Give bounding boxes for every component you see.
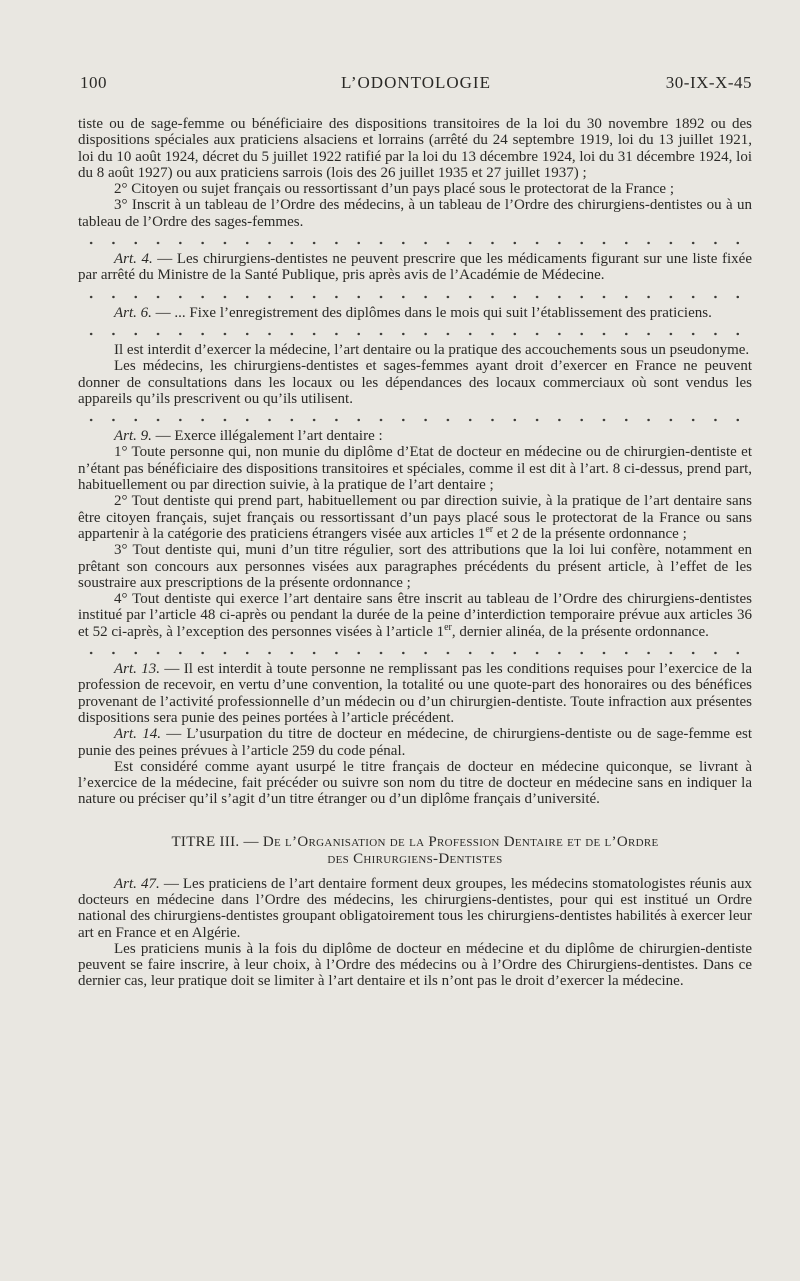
paragraph-pseudonyme: Il est interdit d’exercer la médecine, l’art dentaire ou la pratique des accouchements sous un pseudonyme.: [114, 341, 750, 358]
paragraph-continuation: tiste ou de sage-femme ou bénéficiaire des dispositions transitoires de la loi du 30 novembre 1892 ou des dispositions spéciales aux praticiens alsaciens et lorrains (arrêté du 24 septembre 1919, loi du 13 juillet 1921, loi du 10 août 1924, décret du 5 juillet 1922 ratifié par la loi du 13 décembre 1924, loi du 31 décembre 1924, loi du 8 août 1927) ou aux praticiens sarrois (lois des 26 juillet 1935 et 27 juillet 1937) ;: [78, 116, 752, 181]
article-9-item-4: [78, 591, 752, 640]
ellipsis-divider: [78, 231, 752, 247]
article-label: Art. 9.: [114, 428, 152, 445]
article-9-item-2: [78, 493, 752, 542]
article-label: Art. 4.: [114, 251, 153, 268]
item-text: 2° Tout dentiste qui prend part, habituellement ou par direction suivie, à la pratique de l’art dentaire sans être citoyen français, sujet français ou ressortissant d’un pays placé sous le protectorat de la France ou sans appartenir à la catégorie des praticiens étrangers visée aux articles 1: [78, 493, 752, 542]
running-header: [80, 73, 752, 95]
article-47: [78, 876, 752, 941]
section-number: TITRE III. —: [171, 833, 263, 850]
article-text: — Les chirurgiens-dentistes ne peuvent prescrire que les médicaments figurant sur une liste fixée par arrêté du Ministre de la Santé Publique, pris après avis de l’Académie de Médecine.: [78, 251, 752, 284]
page-number: 100: [80, 73, 107, 92]
section-heading: [78, 834, 752, 868]
section-spacer: [78, 808, 752, 834]
article-9-item-3: 3° Tout dentiste qui, muni d’un titre régulier, sort des attributions que la loi lui confère, notamment en prêtant son concours aux personnes visées aux paragraphes précédents du présent article, à l’effet de les soustraire aux prescriptions de la présente ordonnance ;: [78, 542, 752, 591]
section-title: De l’Organisation de la Profession Dentaire et de l’Ordre: [262, 833, 659, 850]
article-14-paragraph-2: Est considéré comme ayant usurpé le titre français de docteur en médecine quiconque, se livrant à l’exercice de la médecine, fait précéder ou suivre son nom du titre de docteur en médecine sans en indiquer la nature ou préciser qu’il s’agit d’un titre étranger ou d’un diplôme français d’université.: [78, 758, 752, 808]
section-heading-line-2: des Chirurgiens-Dentistes: [327, 850, 503, 867]
paragraph-condition-2: 2° Citoyen ou sujet français ou ressortissant d’un pays placé sous le protectorat de la France ;: [114, 181, 675, 198]
item-text: et 2 de la présente ordonnance ;: [493, 525, 687, 542]
article-47-paragraph-2: Les praticiens munis à la fois du diplôme de docteur en médecine et du diplôme de chirurgien-dentiste peuvent se faire inscrire, à leur choix, à l’Ordre des médecins ou à l’Ordre des Chirurgiens-dentistes. Dans ce dernier cas, leur pratique doit se limiter à l’art dentaire et ils n’ont pas le droit d’exercer la médecine.: [78, 940, 752, 990]
article-9-item-1: 1° Toute personne qui, non munie du diplôme d’Etat de docteur en médecine ou de chirurgien-dentiste et n’étant pas bénéficiaire des dispositions transitoires et spéciales, comme il est dit à l’art. 8 ci-dessus, prend part, habituellement ou par direction suivie, à la pratique de l’art dentaire ;: [78, 444, 752, 494]
item-text: , dernier alinéa, de la présente ordonnance.: [451, 623, 709, 640]
article-text: — L’usurpation du titre de docteur en médecine, de chirurgiens-dentiste ou de sage-femme est punie des peines prévues à l’article 259 du code pénal.: [78, 726, 752, 759]
ellipsis-divider: [78, 285, 752, 301]
section-spacer: [78, 868, 752, 876]
article-label: Art. 13.: [114, 661, 161, 678]
article-text: — Il est interdit à toute personne ne remplissant pas les conditions requises pour l’exercice de la profession de recevoir, en vertu d’une convention, la totalité ou une quote-part des honoraires ou des bénéfices provenant de l’activité professionnelle d’un médecin ou d’un chirurgien-dentiste. Toute infraction aux présentes dispositions sera punie des peines portées à l’article précédent.: [78, 661, 752, 726]
page-body: [78, 116, 752, 990]
article-13: [78, 661, 752, 726]
section-heading-line-1: [78, 834, 752, 851]
issue-date: 30-IX-X-45: [665, 73, 752, 92]
article-label: Art. 14.: [114, 726, 161, 743]
article-text: — Exerce illégalement l’art dentaire :: [151, 428, 383, 445]
article-text: — Les praticiens de l’art dentaire forment deux groupes, les médecins stomatologistes réunis aux docteurs en médecine dans l’Ordre des médecins, les chirurgiens-dentistes, pour qui est institué un Ordre national des chirurgiens-dentistes groupant obligatoirement tous les chirurgiens-dentistes habilités à exercer leur art en France et en Algérie.: [78, 875, 753, 941]
article-6: [78, 305, 752, 321]
paragraph-condition-3: 3° Inscrit à un tableau de l’Ordre des médecins, à un tableau de l’Ordre des chirurgiens-dentistes ou à un tableau de l’Ordre des sages-femmes.: [78, 197, 752, 230]
article-label: Art. 47.: [114, 875, 160, 892]
article-14: [78, 726, 752, 759]
article-9: [78, 428, 752, 444]
item-text: 4° Tout dentiste qui exerce l’art dentaire sans être inscrit au tableau de l’Ordre des chirurgiens-dentistes institué par l’article 48 ci-après ou pendant la durée de la peine d’interdiction temporaire prévue aux articles 36 et 52 ci-après, à l’exception des personnes visées à l’article 1: [78, 591, 752, 640]
article-label: Art. 6.: [114, 304, 152, 321]
article-text: — ... Fixe l’enregistrement des diplômes dans le mois qui suit l’établissement des praticiens.: [151, 304, 712, 321]
running-title: L’ODONTOLOGIE: [341, 73, 491, 92]
ellipsis-divider: [78, 641, 752, 657]
paragraph-consultations: Les médecins, les chirurgiens-dentistes et sages-femmes ayant droit d’exercer en France ne peuvent donner de consultations dans les locaux ou les dépendances des locaux commerciaux où sont vendus les appareils qu’ils prescrivent ou qu’ils utilisent.: [78, 358, 752, 407]
ellipsis-divider: [78, 408, 752, 424]
article-4: [78, 251, 752, 284]
superscript: er: [485, 523, 494, 535]
ellipsis-divider: [78, 322, 752, 338]
superscript: er: [444, 621, 452, 633]
